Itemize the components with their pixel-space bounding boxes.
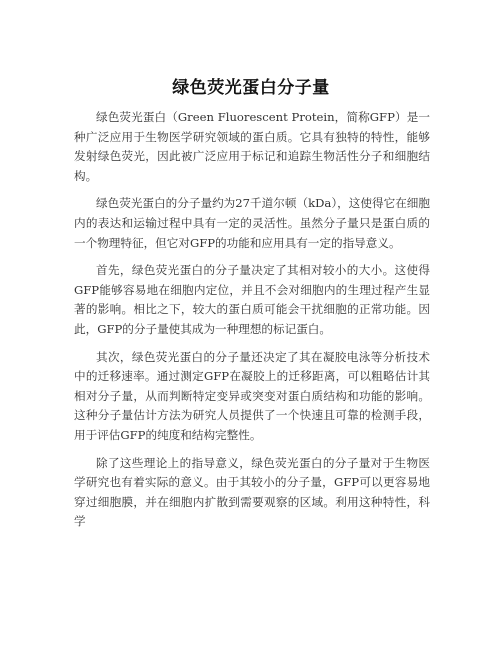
document-body xyxy=(74,108,430,540)
document-title: 绿色荧光蛋白分子量 xyxy=(172,78,330,98)
paragraph-4: 其次，绿色荧光蛋白的分子量还决定了其在凝胶电泳等分析技术中的迁移速率。通过测定GFP在凝胶上的迁移距离，可以粗略估计其相对分子量，从而判断特定变异或突变对蛋白质结构和功能的影响。这种分子量估计方法为研究人员提供了一个快速且可靠的检测手段，用于评估GFP的纯度和结构完整性。 xyxy=(74,349,430,442)
paragraph-5: 除了这些理论上的指导意义，绿色荧光蛋白的分子量对于生物医学研究也有着实际的意义。由于其较小的分子量，GFP可以更容易地穿过细胞膜，并在细胞内扩散到需要观察的区域。利用这种特性，科学 xyxy=(74,455,430,529)
paragraph-1: 绿色荧光蛋白（Green Fluorescent Protein，简称GFP）是一种广泛应用于生物医学研究领域的蛋白质。它具有独特的特性，能够发射绿色荧光，因此被广泛应用于标记和追踪生物活性分子和细胞结构。 xyxy=(74,110,430,183)
paragraph-3: 首先，绿色荧光蛋白的分子量决定了其相对较小的大小。这使得GFP能够容易地在细胞内定位，并且不会对细胞内的生理过程产生显著的影响。相比之下，较大的蛋白质可能会干扰细胞的正常功能。因此，GFP的分子量使其成为一种理想的标记蛋白。 xyxy=(74,263,430,336)
paragraph-2: 绿色荧光蛋白的分子量约为27千道尔顿（kDa），这使得它在细胞内的表达和运输过程中具有一定的灵活性。虽然分子量只是蛋白质的一个物理特征，但它对GFP的功能和应用具有一定的指导意义。 xyxy=(74,196,430,250)
